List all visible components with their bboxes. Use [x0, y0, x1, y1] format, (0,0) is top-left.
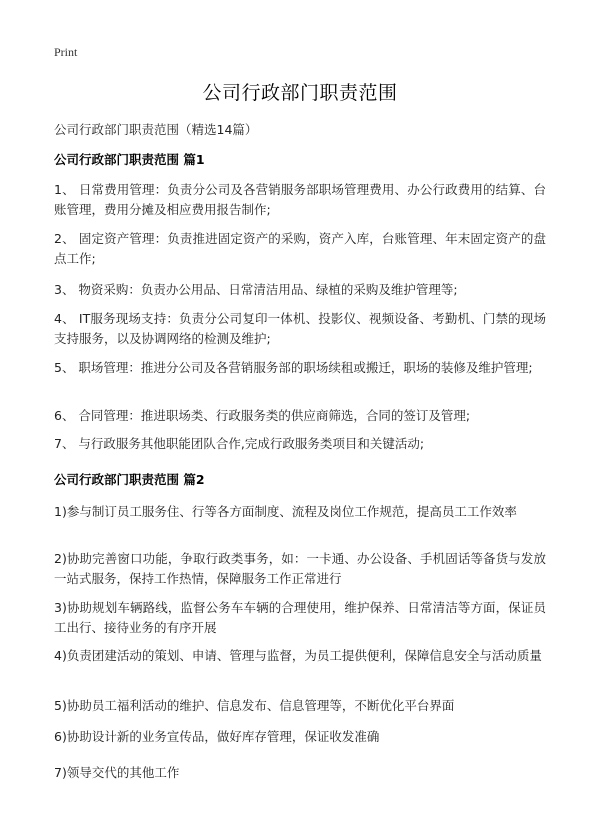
section-2-paragraph-3: 3)协助规划车辆路线，监督公务车车辆的合理使用，维护保养、日常清洁等方面，保证员工出行、接待业务的有序开展: [54, 600, 546, 635]
section-1-paragraph-3: 3、 物资采购：负责办公用品、日常清洁用品、绿植的采购及维护管理等;: [54, 282, 458, 297]
section-heading-1: 公司行政部门职责范围 篇1: [54, 152, 205, 167]
section-2-paragraph-4: 4)负责团建活动的策划、申请、管理与监督，为员工提供便利，保障信息安全与活动质量: [54, 648, 542, 663]
section-1-paragraph-4: 4、 IT服务现场支持：负责分公司复印一体机、投影仪、视频设备、考勤机、门禁的现场支持服务，以及协调网络的检测及维护;: [54, 311, 546, 346]
section-1-paragraph-2: 2、 固定资产管理：负责推进固定资产的采购，资产入库，台账管理、年末固定资产的盘点工作;: [54, 231, 546, 266]
section-1-paragraph-7: 7、 与行政服务其他职能团队合作,完成行政服务类项目和关键活动;: [54, 436, 425, 451]
section-heading-2: 公司行政部门职责范围 篇2: [54, 472, 205, 487]
section-1-paragraph-5: 5、 职场管理：推进分公司及各营销服务部的职场续租或搬迁，职场的装修及维护管理;: [54, 360, 533, 375]
section-1-paragraph-1: 1、 日常费用管理：负责分公司及各营销服务部职场管理费用、办公行政费用的结算、台账管理，费用分摊及相应费用报告制作;: [54, 182, 546, 217]
document-title: 公司行政部门职责范围: [202, 82, 398, 104]
section-2-paragraph-2: 2)协助完善窗口功能，争取行政类事务，如：一卡通、办公设备、手机固话等备货与发放一站式服务，保持工作热情，保障服务工作正常进行: [54, 551, 546, 586]
print-label: Print: [54, 45, 78, 59]
section-2-paragraph-1: 1)参与制订员工服务住、行等各方面制度、流程及岗位工作规范，提高员工工作效率: [54, 504, 517, 519]
section-1-paragraph-6: 6、 合同管理：推进职场类、行政服务类的供应商筛选，合同的签订及管理;: [54, 408, 471, 423]
section-2-paragraph-6: 6)协助设计新的业务宣传品，做好库存管理，保证收发准确: [54, 729, 380, 744]
section-2-paragraph-5: 5)协助员工福利活动的维护、信息发布、信息管理等，不断优化平台界面: [54, 698, 455, 713]
section-2-paragraph-7: 7)领导交代的其他工作: [54, 765, 180, 780]
document-subtitle: 公司行政部门职责范围（精选14篇）: [54, 122, 258, 137]
